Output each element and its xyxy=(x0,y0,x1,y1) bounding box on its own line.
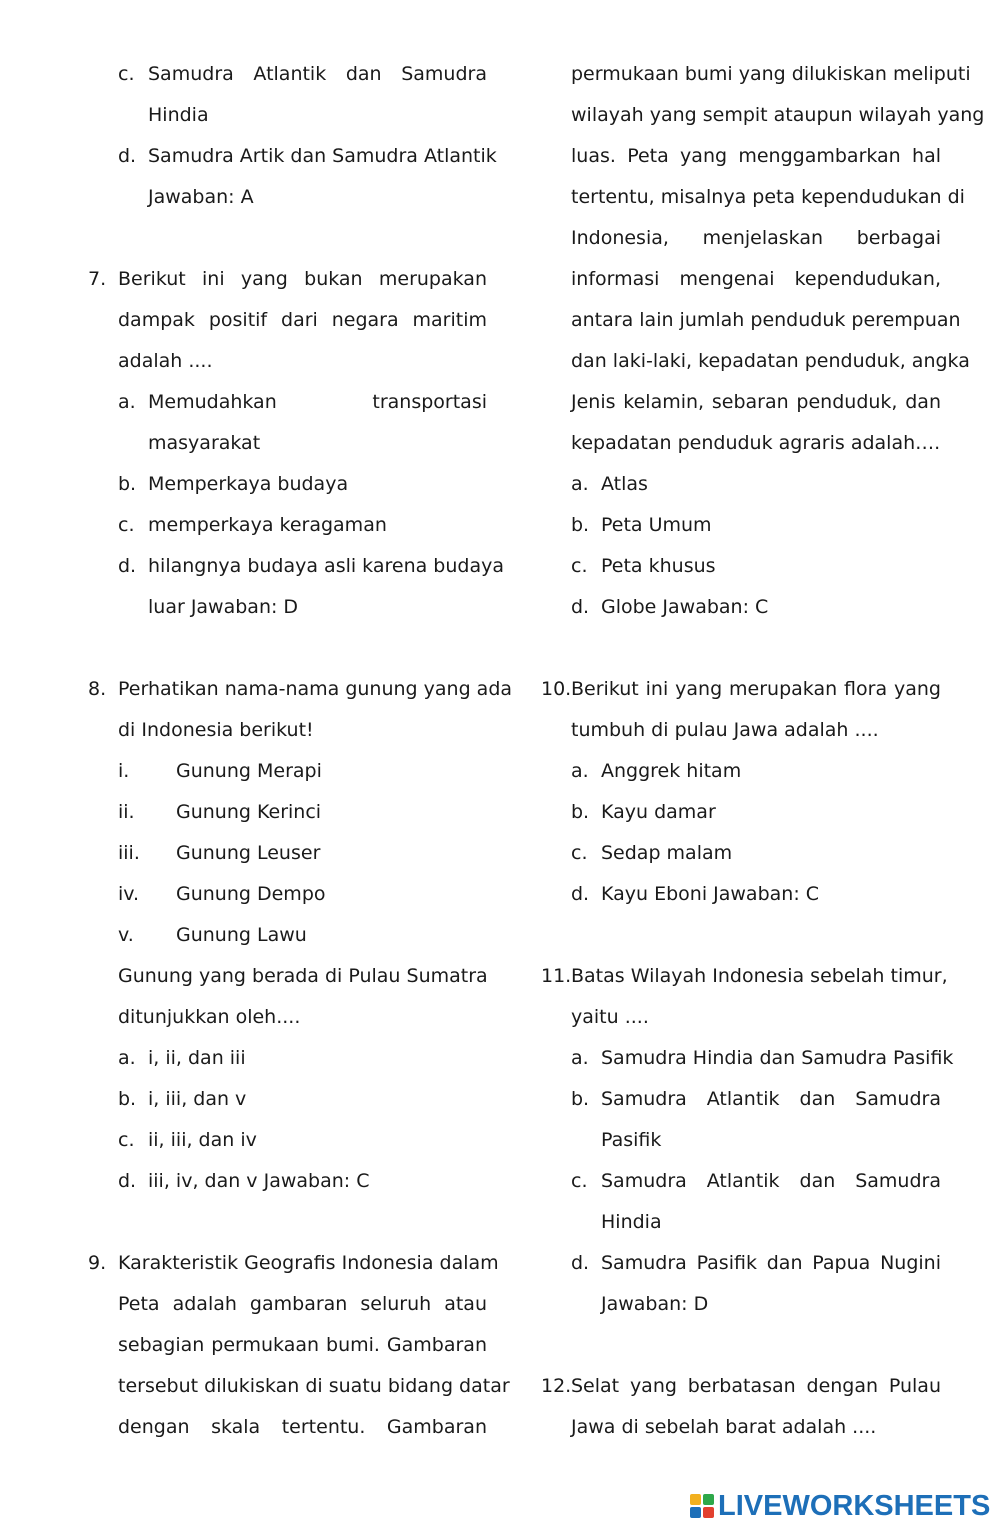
q9-line2: Peta adalah gambaran seluruh atau xyxy=(118,1293,487,1315)
q9-line4: tersebut dilukiskan di suatu bidang datar xyxy=(118,1375,510,1397)
q11-option-c-cont: Hindia xyxy=(601,1211,662,1233)
q10-question: 10. Berikut ini yang merupakan flora yang xyxy=(541,678,941,700)
q8-item: i. Gunung Merapi xyxy=(118,760,322,782)
q9-option-d: d. Globe Jawaban: C xyxy=(571,596,769,618)
q9-cont-line6: informasi mengenai kependudukan, xyxy=(571,268,941,290)
logo-mark-icon xyxy=(690,1494,714,1518)
q7-option-b: b. Memperkaya budaya xyxy=(118,473,349,495)
q8-question-line4: ditunjukkan oleh.... xyxy=(118,1006,301,1028)
q6-option-c: c. Samudra Atlantik dan Samudra xyxy=(118,63,487,85)
q9-line3: sebagian permukaan bumi. Gambaran xyxy=(118,1334,487,1356)
q9-cont-line3: luas. Peta yang menggambarkan hal xyxy=(571,145,941,167)
right-column xyxy=(541,54,985,1448)
q7-option-d: d. hilangnya budaya asli karena budaya xyxy=(118,555,504,577)
q11-option-b: b. Samudra Atlantik dan Samudra xyxy=(571,1088,941,1110)
q8-item: iv. Gunung Dempo xyxy=(118,883,326,905)
q12-question: 12. Selat yang berbatasan dengan Pulau xyxy=(541,1375,941,1397)
q8-option-a: a. i, ii, dan iii xyxy=(118,1047,246,1069)
q9-cont-line10: kepadatan penduduk agraris adalah…. xyxy=(571,432,941,454)
q7-answer: luar Jawaban: D xyxy=(148,596,299,618)
q10-option-c: c. Sedap malam xyxy=(571,842,733,864)
q9-cont-line5: Indonesia, menjelaskan berbagai xyxy=(571,227,941,249)
q8-question-line3: Gunung yang berada di Pulau Sumatra xyxy=(118,965,488,987)
q11-option-b-cont: Pasifik xyxy=(601,1129,662,1151)
q12-question-line2: Jawa di sebelah barat adalah .... xyxy=(571,1416,877,1438)
q9-line5: dengan skala tertentu. Gambaran xyxy=(118,1416,487,1438)
q6-option-c-cont: Hindia xyxy=(148,104,209,126)
q8-option-c: c. ii, iii, dan iv xyxy=(118,1129,257,1151)
q9-cont-line1: permukaan bumi yang dilukiskan meliputi xyxy=(571,63,971,85)
q11-question-line2: yaitu .... xyxy=(571,1006,649,1028)
q8-question: 8. Perhatikan nama-nama gunung yang ada xyxy=(88,678,513,700)
q6-answer: Jawaban: A xyxy=(148,186,254,208)
q8-item: iii. Gunung Leuser xyxy=(118,842,321,864)
q7-option-c: c. memperkaya keragaman xyxy=(118,514,387,536)
q11-question: 11. Batas Wilayah Indonesia sebelah timur, xyxy=(541,965,948,987)
q10-question-line2: tumbuh di pulau Jawa adalah .... xyxy=(571,719,879,741)
q7-question: 7. Berikut ini yang bukan merupakan xyxy=(88,268,487,290)
q11-answer: Jawaban: D xyxy=(601,1293,709,1315)
q9-cont-line4: tertentu, misalnya peta kependudukan di xyxy=(571,186,965,208)
q9-cont-line7: antara lain jumlah penduduk perempuan xyxy=(571,309,961,331)
q6-option-d: d. Samudra Artik dan Samudra Atlantik xyxy=(118,145,497,167)
q9-cont-line8: dan laki-laki, kepadatan penduduk, angka xyxy=(571,350,970,372)
q11-option-a: a. Samudra Hindia dan Samudra Pasifik xyxy=(571,1047,954,1069)
q8-item: ii. Gunung Kerinci xyxy=(118,801,322,823)
q11-option-c: c. Samudra Atlantik dan Samudra xyxy=(571,1170,941,1192)
q7-question-line3: adalah .... xyxy=(118,350,213,372)
left-column xyxy=(88,54,513,1448)
q8-option-d: d. iii, iv, dan v Jawaban: C xyxy=(118,1170,370,1192)
liveworksheets-logo xyxy=(690,1490,990,1522)
q11-option-d: d. Samudra Pasifik dan Papua Nugini xyxy=(571,1252,941,1274)
q7-question-line2: dampak positif dari negara maritim xyxy=(118,309,487,331)
q7-option-a: a. Memudahkan transportasi xyxy=(118,391,487,413)
q9-option-a: a. Atlas xyxy=(571,473,648,495)
q9-cont-line2: wilayah yang sempit ataupun wilayah yang xyxy=(571,104,985,126)
q7-option-a-cont: masyarakat xyxy=(148,432,261,454)
logo-text: LIVEWORKSHEETS xyxy=(718,1489,991,1522)
q10-option-a: a. Anggrek hitam xyxy=(571,760,742,782)
q9-option-c: c. Peta khusus xyxy=(571,555,716,577)
q8-item: v. Gunung Lawu xyxy=(118,924,307,946)
q8-question-line2: di Indonesia berikut! xyxy=(118,719,314,741)
q9-question: 9. Karakteristik Geografis Indonesia dalam xyxy=(88,1252,499,1274)
q10-option-b: b. Kayu damar xyxy=(571,801,716,823)
q9-option-b: b. Peta Umum xyxy=(571,514,712,536)
q10-option-d: d. Kayu Eboni Jawaban: C xyxy=(571,883,820,905)
q9-cont-line9: Jenis kelamin, sebaran penduduk, dan xyxy=(571,391,941,413)
q8-option-b: b. i, iii, dan v xyxy=(118,1088,247,1110)
